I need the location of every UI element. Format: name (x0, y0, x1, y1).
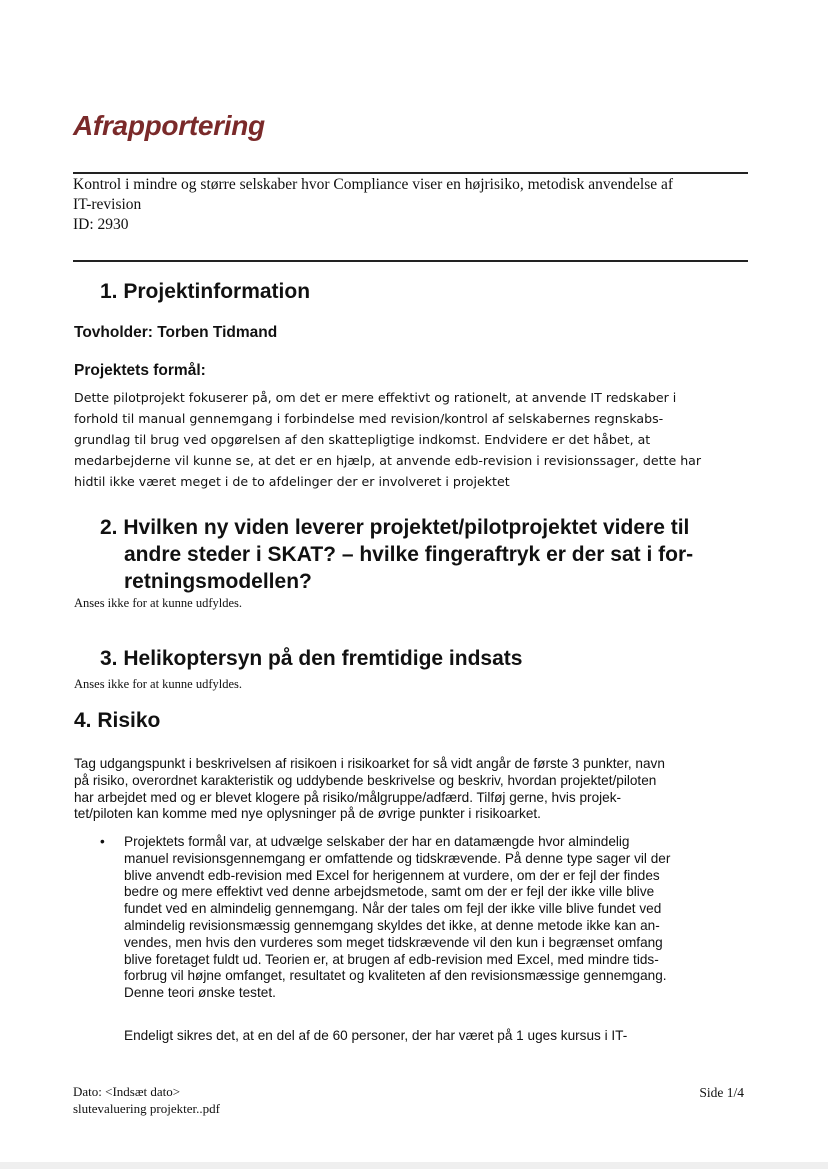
heading-line: retningsmodellen? (124, 570, 312, 593)
section-2-note: Anses ikke for at kunne udfyldes. (74, 596, 243, 610)
section-3-heading: 3. Helikoptersyn på den fremtidige indsats (100, 647, 523, 670)
bullet-line: vendes, men hvis den vurderes som meget tidskrævende vil den kun i begrænset omfang (124, 934, 663, 950)
bullet-line: blive anvendt edb-revision med Excel for herigennem at vurdere, om der er fejl der findes (124, 867, 660, 883)
page-footer (73, 1083, 220, 1117)
formaal-paragraph (74, 387, 746, 492)
paragraph-line: Tag udgangspunkt i beskrivelsen af risikoen i risikoarket for så vidt angår de første 3 punkter, navn (74, 756, 665, 771)
risiko-intro-paragraph (74, 756, 746, 823)
paragraph-line: tet/piloten kan komme med nye oplysninger på de øvrige punkter i risikoarket. (74, 806, 541, 822)
list-item (98, 834, 746, 1002)
header-bottom-rule (73, 260, 748, 262)
section-1-heading: 1. Projektinformation (100, 280, 311, 303)
page-edge (0, 1162, 828, 1169)
bullet-line: almindelig revisionsmæssig gennemgang skyldes det ikke, at denne metode ikke kan an- (124, 917, 660, 933)
section-2-heading (100, 514, 693, 595)
document-title: Afrapportering (73, 110, 265, 141)
paragraph-line: hidtil ikke været meget i de to afdelinger der er involveret i projektet (74, 474, 510, 489)
subtitle-line: IT-revision (73, 196, 142, 213)
bullet-line: Denne teori ønske testet. (124, 985, 276, 1001)
tovholder-label: Tovholder: Torben Tidmand (74, 324, 278, 341)
bullet-line: blive foretaget fuldt ud. Teorien er, at brugen af edb-revision med Excel, med mindre tids- (124, 951, 659, 967)
section-3-note: Anses ikke for at kunne udfyldes. (74, 677, 243, 691)
header-top-rule (73, 172, 748, 174)
footer-date: Dato: <Indsæt dato> (73, 1084, 181, 1099)
bullet-icon: • (100, 834, 105, 849)
bullet-line: bedre og mere effektivt ved denne arbejdsmetode, samt om der er fejl der ikke ville blive (124, 884, 655, 900)
formaal-label: Projektets formål: (74, 362, 206, 379)
paragraph-line: grundlag til brug ved opgørelsen af den skattepligtige indkomst. Endvidere er det håbet, at (74, 432, 651, 447)
continuation-paragraph: Endeligt sikres det, at en del af de 60 personer, der har været på 1 uges kursus i IT- (124, 1028, 628, 1043)
document-id: ID: 2930 (73, 216, 129, 233)
heading-line: andre steder i SKAT? – hvilke fingeraftryk er der sat i for- (124, 543, 694, 566)
bullet-line: Projektets formål var, at udvælge selskaber der har en datamængde hvor almindelig (124, 834, 630, 849)
paragraph-line: Dette pilotprojekt fokuserer på, om det er mere effektivt og rationelt, at anvende IT redskaber i (74, 390, 677, 405)
footer-filename: slutevaluering projekter..pdf (73, 1101, 220, 1116)
risiko-bullet-list (98, 834, 746, 1002)
document-subtitle-block (73, 175, 748, 235)
paragraph-line: på risiko, overordnet karakteristik og uddybende beskrivelse og beskriv, hvordan projektet/piloten (74, 772, 657, 788)
paragraph-line: medarbejderne vil kunne se, at det er en hjælp, at anvende edb-revision i revisionssager, dette har (74, 453, 702, 468)
paragraph-line: forhold til manual gennemgang i forbindelse med revision/kontrol af selskabernes regnskabs- (74, 411, 664, 426)
bullet-line: fundet ved en almindelig gennemgang. Når der tales om fejl der ikke ville blive fundet ved (124, 901, 662, 917)
paragraph-line: har arbejdet med og er blevet klogere på risiko/målgruppe/adfærd. Tilføj gerne, hvis projek- (74, 789, 622, 805)
bullet-line: manuel revisionsgennemgang er omfattende og tidskrævende. På denne type sager vil der (124, 850, 671, 866)
bullet-line: forbrug vil højne omfanget, resultatet og kvaliteten af den revisionsmæssige gennemgang. (124, 968, 667, 984)
heading-line: 2. Hvilken ny viden leverer projektet/pilotprojektet videre til (100, 516, 690, 539)
page-number: Side 1/4 (699, 1085, 744, 1100)
subtitle-line: Kontrol i mindre og større selskaber hvor Compliance viser en højrisiko, metodisk anvendelse af (73, 176, 674, 193)
section-4-heading: 4. Risiko (74, 709, 161, 732)
